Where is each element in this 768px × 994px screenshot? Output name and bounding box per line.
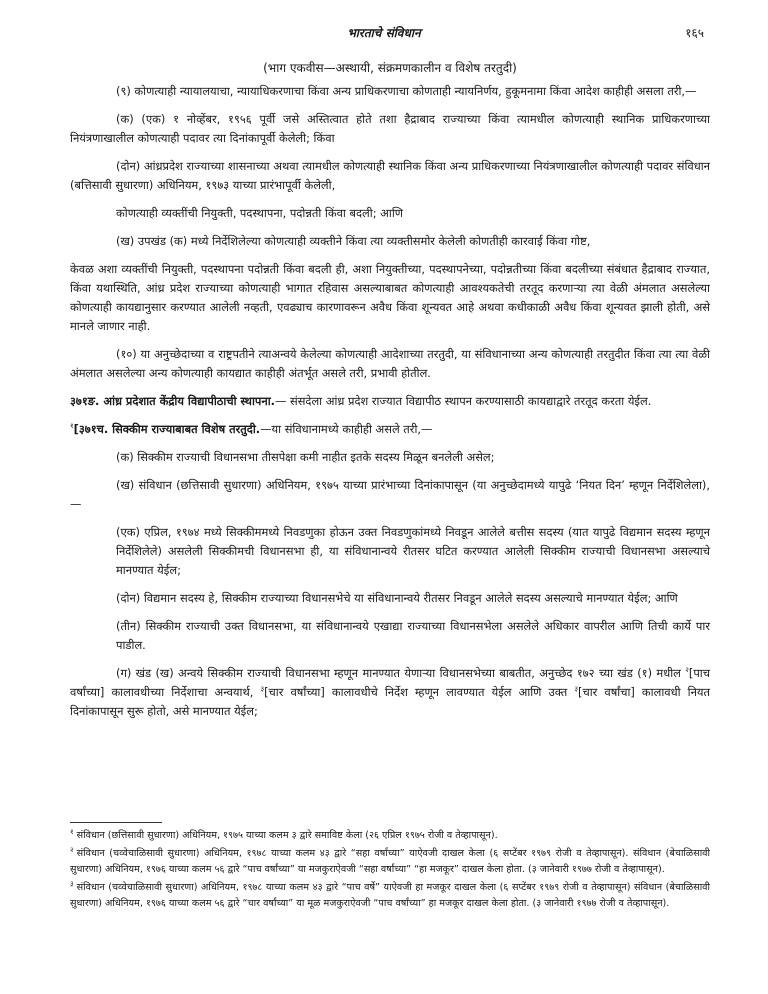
- ga-text-part-3: [चार वर्षांच्या] कालावधीचे निर्देश म्हणून लावण्यात येईल आणि उक्त: [264, 685, 575, 699]
- footnotes: [70, 828, 710, 914]
- running-header: [0, 24, 768, 44]
- article-371f-heading: [३७१च. सिक्कीम राज्याबाबत विशेष तरतुदी.: [73, 422, 261, 436]
- footnote-number: २: [70, 845, 74, 854]
- part-heading: (भाग एकवीस—अस्थायी, संक्रमणकालीन व विशेष तरतुदी): [263, 61, 517, 75]
- page-number: १६५: [685, 26, 704, 40]
- clause-9-ka-3: कोणत्याही व्यक्तींची नियुक्ती, पदस्थापना, पदोन्नती किंवा बदली; आणि: [116, 206, 404, 220]
- footnote-text: संविधान (चव्वेचाळिसावी सुधारणा) अधिनियम, १९७८ याच्या कलम ४३ द्वारे “सहा वर्षांच्या” याऐवजी दाखल केला (६ सप्टेंबर १९७९ रोजी व तेव्हापासून). संविधान (बेचाळिसावी सुधारणा) अधिनियम, १९७६ याच्या कलम ५६ द्वारे “पाच वर्षांच्या” या मजकुराऐवजी “सहा वर्षांच्या” “हा मजकूर” दाखल केला होता. (३ जानेवारी १९७७ रोजी व तेव्हापासून).: [70, 848, 710, 875]
- footnote-text: संविधान (चव्वेचाळिसावी सुधारणा) अधिनियम, १९७८ याच्या कलम ४३ द्वारे “पाच वर्षे” याऐवजी हा मजकूर दाखल केला (६ सप्टेंबर १९७९ रोजी व तेव्हापासून) संविधान (बेचाळिसावी सुधारणा) अधिनियम, १९७६ याच्या कलम ५६ द्वारे “चार वर्षांच्या” या मूळ मजकुराऐवजी “पाच वर्षांच्या” हा मजकूर दाखल केला होता. (३ जानेवारी १९७७ रोजी व तेव्हापासून).: [70, 882, 710, 909]
- article-371e-heading: ३७१ङ. आंध्र प्रदेशात केंद्रीय विद्यापीठाची स्थापना.: [70, 394, 275, 408]
- clause-10: (१०) या अनुच्छेदाच्या व राष्ट्रपतीने त्याअन्वये केलेल्या कोणत्याही आदेशाच्या तरतुदी, या संविधानाच्या अन्य कोणत्याही तरतुदीत किंवा त्या त्या वेळी अंमलात असलेल्या अन्य कोणत्याही कायद्यात काहीही अंतर्भूत असले तरी, प्रभावी होतील.: [70, 347, 710, 380]
- ga-text-part-2: [पाच वर्षांच्या] कालावधीच्या निर्देशाचा अन्वयार्थ,: [70, 666, 710, 699]
- article-371f-kha-2: (दोन) विद्यमान सदस्य हे, सिक्कीम राज्याच्या विधानसभेचे या संविधानान्वये रीतसर निवडून आलेले सदस्य असल्याचे मानण्यात येईल; आणि: [116, 591, 678, 605]
- footnote-3: [70, 880, 710, 912]
- article-371f-kha-3: (तीन) सिक्कीम राज्याची उक्त विधानसभा, या संविधानान्वये एखाद्या राज्याच्या विधानसभेला असलेले अधिकार वापरील आणि तिची कार्ये पार पाडील.: [116, 619, 710, 652]
- clause-9-intro: (९) कोणत्याही न्यायालयाचा, न्यायाधिकरणाचा किंवा अन्य प्राधिकरणाचा कोणताही न्यायनिर्णय, हुकूमनामा किंवा आदेश काहीही असला तरी,—: [116, 84, 697, 98]
- footnote-marker: १: [70, 422, 74, 431]
- article-371f-kha-1: (एक) एप्रिल, १९७४ मध्ये सिक्कीममध्ये निवडणुका होऊन उक्त निवडणुकांमध्ये निवडून आलेले बत्तीस सदस्य (यात यापुढे विद्यमान सदस्य म्हणून निर्देशिलेले) असलेली सिक्कीमची विधानसभा ही, या संविधानान्वये रीतसर घटित करण्यात आलेली सिक्कीम राज्याची विधानसभा असल्याचे मानण्यात येईल;: [116, 525, 710, 577]
- article-371e-text: — संसदेला आंध्र प्रदेश राज्यात विद्यापीठ स्थापन करण्यासाठी कायद्याद्वारे तरतूद करता येईल.: [274, 394, 652, 408]
- footnote-number: ३: [70, 879, 74, 888]
- clause-9-tail: केवळ अशा व्यक्तींची नियुक्ती, पदस्थापना पदोन्नती किंवा बदली ही, अशा नियुक्तीच्या, पदस्थापनेच्या, पदोन्नतीच्या किंवा बदलीच्या संबंधात हैद्राबाद राज्यात, किंवा यथास्थिति, आंध्र प्रदेश राज्याच्या कोणत्याही भागात रहिवास असल्याबाबत कोणत्याही आवश्यकतेची तरतूद करणाऱ्या त्या वेळी अंमलात असलेल्या कोणत्याही कायद्यानुसार करण्यात आलेली नव्हती, एवढ्याच कारणावरून अवैध किंवा शून्यवत आहे अथवा कधीकाळी अवैध किंवा शून्यवत झाली होती, असे मानले जाणार नाही.: [70, 262, 710, 333]
- article-371f-heading-tail: —या संविधानामध्ये काहीही असले तरी,—: [260, 422, 433, 436]
- article-371f-ga: [70, 664, 710, 721]
- article-371e: [70, 392, 710, 411]
- running-title: भारताचे संविधान: [347, 26, 421, 40]
- article-371f-heading-line: [70, 420, 710, 439]
- clause-9-ka-1: (क) (एक) १ नोव्हेंबर, १९५६ पूर्वी जसे अस्तित्वात होते तशा हैद्राबाद राज्याच्या किंवा त्यामधील कोणत्याही स्थानिक प्राधिकरणाच्या नियंत्रणाखालील कोणत्याही पदावर त्या दिनांकापूर्वी केलेली; किंवा: [70, 112, 710, 145]
- clause-9-ka-2: (दोन) आंध्रप्रदेश राज्याच्या शासनाच्या अथवा त्यामधील कोणत्याही स्थानिक किंवा अन्य प्राधिकरणाच्या नियंत्रणाखालील कोणत्याही पदावर संविधान (बत्तिसावी सुधारणा) अधिनियम, १९७३ याच्या प्रारंभापूर्वी केलेली,: [70, 159, 710, 192]
- footnote-1: [70, 828, 710, 844]
- footnote-text: संविधान (छत्तिसावी सुधारणा) अधिनियम, १९७५ याच्या कलम ३ द्वारे समाविष्ट केला (२६ एप्रिल १९७५ रोजी व तेव्हापासून).: [76, 830, 498, 841]
- footnote-marker: ३: [260, 685, 265, 694]
- footnote-divider: [70, 822, 162, 823]
- footnote-marker: ३: [574, 685, 579, 694]
- clause-9-kha: (ख) उपखंड (क) मध्ये निर्देशिलेल्या कोणत्याही व्यक्तीने किंवा त्या व्यक्तीसमोर केलेली कोणतीही कारवाई किंवा गोष्ट,: [116, 234, 591, 248]
- footnote-marker: २: [685, 666, 689, 675]
- document-body: [70, 59, 710, 730]
- article-371f-ka: (क) सिक्कीम राज्याची विधानसभा तीसपेक्षा कमी नाहीत इतके सदस्य मिळून बनलेली असेल;: [116, 450, 495, 464]
- ga-text-part-4: [चार वर्षांचा] कालावधी नियत दिनांकापासून सुरू होतो, असे मानण्यात येईल;: [70, 685, 711, 718]
- ga-text-part-1: (ग) खंड (ख) अन्वये सिक्कीम राज्याची विधानसभा म्हणून मानण्यात येणाऱ्या विधानसभेच्या बाबतीत, अनुच्छेद १७२ च्या खंड (१) मधील: [116, 666, 686, 680]
- article-371f-kha: (ख) संविधान (छत्तिसावी सुधारणा) अधिनियम, १९७५ याच्या प्रारंभाच्या दिनांकापासून (या अनुच्छेदामध्ये यापुढे ‘नियत दिन’ म्हणून निर्देशिलेला),—: [70, 478, 710, 511]
- footnote-number: १: [70, 827, 74, 836]
- footnote-2: [70, 846, 710, 878]
